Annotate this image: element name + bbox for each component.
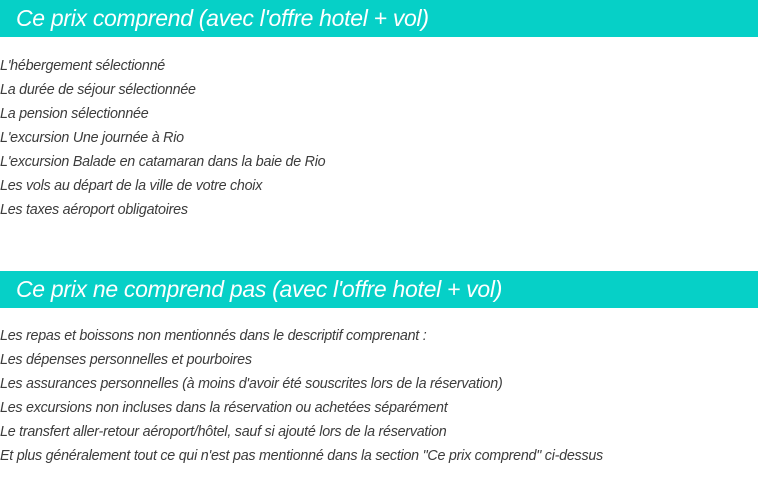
price-excludes-list <box>0 324 758 468</box>
list-item: Le transfert aller-retour aéroport/hôtel, sauf si ajouté lors de la réservation <box>0 424 447 440</box>
price-excludes-section <box>0 271 758 468</box>
list-item: La durée de séjour sélectionnée <box>0 82 196 98</box>
list-item: La pension sélectionnée <box>0 106 149 122</box>
list-item: L'excursion Une journée à Rio <box>0 130 184 146</box>
list-item: L'hébergement sélectionné <box>0 58 165 74</box>
list-item: Les repas et boissons non mentionnés dans le descriptif comprenant : <box>0 328 427 344</box>
list-item: Les assurances personnelles (à moins d'avoir été souscrites lors de la réservation) <box>0 376 503 392</box>
list-item: Les excursions non incluses dans la réservation ou achetées séparément <box>0 400 448 416</box>
list-item: Les vols au départ de la ville de votre choix <box>0 178 263 194</box>
list-item: Et plus généralement tout ce qui n'est pas mentionné dans la section "Ce prix comprend" ci-dessus <box>0 448 603 464</box>
price-excludes-heading: Ce prix ne comprend pas (avec l'offre hotel + vol) <box>0 271 758 308</box>
list-item: Les dépenses personnelles et pourboires <box>0 352 252 368</box>
list-item: L'excursion Balade en catamaran dans la baie de Rio <box>0 154 326 170</box>
price-includes-list <box>0 54 758 222</box>
price-includes-heading: Ce prix comprend (avec l'offre hotel + vol) <box>0 0 758 37</box>
list-item: Les taxes aéroport obligatoires <box>0 202 188 218</box>
price-includes-section <box>0 0 758 222</box>
